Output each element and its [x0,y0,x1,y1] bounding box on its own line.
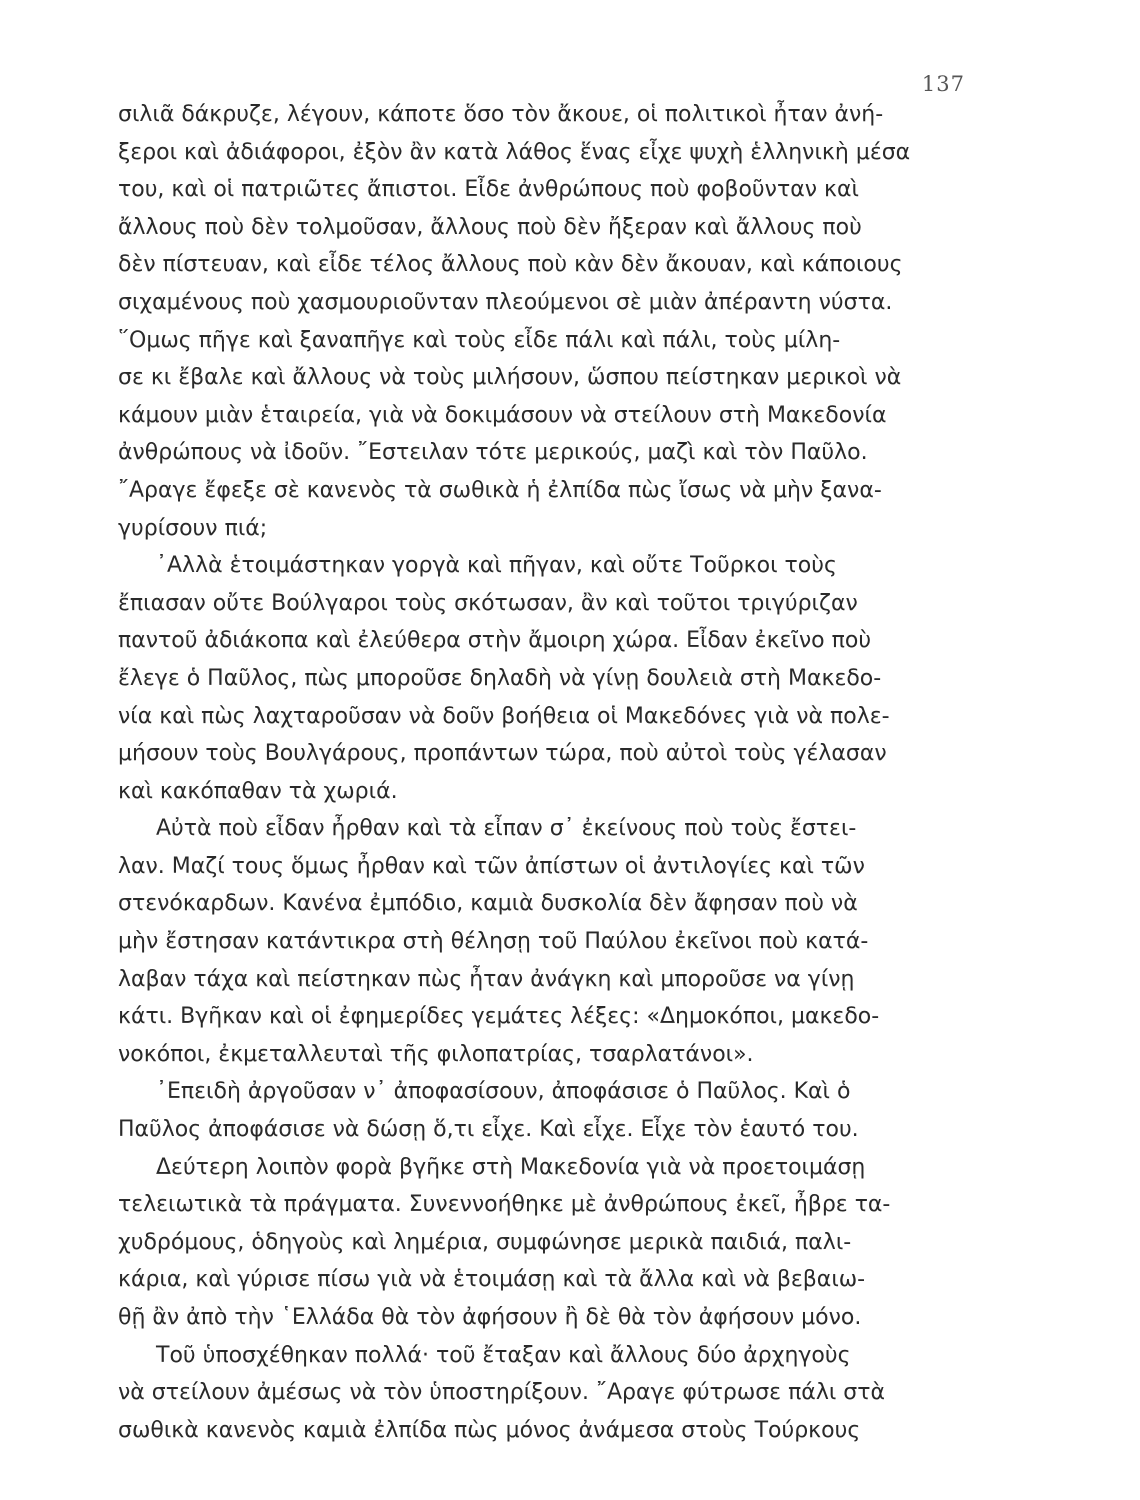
paragraph-3 [118,810,960,1073]
paragraph-6 [118,1337,960,1450]
text-line: δὲν πίστευαν, καὶ εἶδε τέλος ἄλλους ποὺ κὰν δὲν ἄκουαν, καὶ κάποιους [118,252,903,278]
text-line: νὰ στείλουν ἀμέσως νὰ τὸν ὑποστηρίξουν. ῎Αραγε φύτρωσε πάλι στὰ [118,1380,885,1406]
text-line: σιχαμένους ποὺ χασμουριοῦνταν πλεούμενοι σὲ μιὰν ἀπέραντη νύστα. [118,289,893,315]
text-line: νοκόποι, ἐκμεταλλευταὶ τῆς φιλοπατρίας, τσαρλατάνοι». [118,1041,754,1067]
text-line: Αὐτὰ ποὺ εἶδαν ἦρθαν καὶ τὰ εἶπαν σ᾽ ἐκείνους ποὺ τοὺς ἔστει- [156,816,857,842]
text-line: Δεύτερη λοιπὸν φορὰ βγῆκε στὴ Μακεδονία γιὰ νὰ προετοιμάσῃ [156,1154,866,1180]
text-line: του, καὶ οἱ πατριῶτες ἄπιστοι. Εἶδε ἀνθρώπους ποὺ φοβοῦνταν καὶ [118,177,859,203]
text-line: σε κι ἔβαλε καὶ ἄλλους νὰ τοὺς μιλήσουν, ὥσπου πείστηκαν μερικοὶ νὰ [118,365,902,391]
paragraph-2 [118,547,960,810]
text-line: λαβαν τάχα καὶ πείστηκαν πὼς ἦταν ἀνάγκη καὶ μποροῦσε να γίνῃ [118,966,855,992]
paragraph-1 [118,96,960,547]
text-line: θῇ ἂν ἀπὸ τὴν ῾Ελλάδα θὰ τὸν ἀφήσουν ἢ δὲ θὰ τὸν ἀφήσουν μόνο. [118,1305,862,1330]
text-line: γυρίσουν πιά; [118,515,268,541]
text-line: μήσουν τοὺς Βουλγάρους, προπάντων τώρα, ποὺ αὐτοὶ τοὺς γέλασαν [118,741,887,767]
text-line: λαν. Μαζί τους ὅμως ἦρθαν καὶ τῶν ἀπίστων οἱ ἀντιλογίες καὶ τῶν [118,853,865,879]
text-line: ᾽Αλλὰ ἑτοιμάστηκαν γοργὰ καὶ πῆγαν, καὶ οὔτε Τοῦρκοι τοὺς [156,553,837,579]
text-line: ᾽Επειδὴ ἀργοῦσαν ν᾽ ἀποφασίσουν, ἀποφάσισε ὁ Παῦλος. Καὶ ὁ [156,1079,851,1105]
text-line: ἄλλους ποὺ δὲν τολμοῦσαν, ἄλλους ποὺ δὲν ἤξεραν καὶ ἄλλους ποὺ [118,214,862,240]
text-line: σωθικὰ κανενὸς καμιὰ ἐλπίδα πὼς μόνος ἀνάμεσα στοὺς Τούρκους [118,1417,861,1443]
text-line: ξεροι καὶ ἀδιάφοροι, ἐξὸν ἂν κατὰ λάθος ἕνας εἶχε ψυχὴ ἑλληνικὴ μέσα [118,139,911,165]
paragraph-4 [118,1073,960,1148]
text-line: ἀνθρώπους νὰ ἰδοῦν. ῎Εστειλαν τότε μερικούς, μαζὶ καὶ τὸν Παῦλο. [118,440,868,466]
text-line: κάτι. Βγῆκαν καὶ οἱ ἐφημερίδες γεμάτες λέξες: «Δημοκόποι, μακεδο- [118,1004,880,1030]
text-line: καὶ κακόπαθαν τὰ χωριά. [118,778,398,804]
text-line: κάμουν μιὰν ἑταιρεία, γιὰ νὰ δοκιμάσουν νὰ στείλουν στὴ Μακεδονία [118,402,887,428]
text-line: χυδρόμους, ὁδηγοὺς καὶ λημέρια, συμφώνησε μερικὰ παιδιά, παλι- [118,1229,852,1255]
text-line: ἔλεγε ὁ Παῦλος, πὼς μποροῦσε δηλαδὴ νὰ γίνῃ δουλειὰ στὴ Μακεδο- [118,665,882,691]
text-line: Παῦλος ἀποφάσισε νὰ δώσῃ ὅ,τι εἶχε. Καὶ εἶχε. Εἶχε τὸν ἑαυτό του. [118,1117,859,1143]
text-line: νία καὶ πὼς λαχταροῦσαν νὰ δοῦν βοήθεια οἱ Μακεδόνες γιὰ νὰ πολε- [118,703,890,729]
text-line: σιλιᾶ δάκρυζε, λέγουν, κάποτε ὅσο τὸν ἄκουε, οἱ πολιτικοὶ ἦταν ἀνή- [118,102,884,127]
paragraph-5 [118,1149,960,1337]
text-line: στενόκαρδων. Κανένα ἐμπόδιο, καμιὰ δυσκολία δὲν ἄφησαν ποὺ νὰ [118,891,858,917]
text-line: κάρια, καὶ γύρισε πίσω γιὰ νὰ ἑτοιμάσῃ καὶ τὰ ἄλλα καὶ νὰ βεβαιω- [118,1267,866,1293]
text-line: μὴν ἔστησαν κατάντικρα στὴ θέλησῃ τοῦ Παύλου ἐκεῖνοι ποὺ κατά- [118,929,869,955]
text-line: ῎Αραγε ἔφεξε σὲ κανενὸς τὰ σωθικὰ ἡ ἐλπίδα πὼς ἴσως νὰ μὴν ξανα- [118,477,882,503]
body-text [118,96,960,1449]
text-line: ῞Ομως πῆγε καὶ ξαναπῆγε καὶ τοὺς εἶδε πάλι καὶ πάλι, τοὺς μίλη- [118,327,841,353]
text-line: παντοῦ ἀδιάκοπα καὶ ἐλεύθερα στὴν ἄμοιρη χώρα. Εἶδαν ἐκεῖνο ποὺ [118,628,872,654]
page-number: 137 [921,72,965,96]
text-line: ἔπιασαν οὔτε Βούλγαροι τοὺς σκότωσαν, ἂν καὶ τοῦτοι τριγύριζαν [118,590,858,616]
text-line: Τοῦ ὑποσχέθηκαν πολλά· τοῦ ἔταξαν καὶ ἄλλους δύο ἀρχηγοὺς [156,1342,851,1368]
text-line: τελειωτικὰ τὰ πράγματα. Συνεννοήθηκε μὲ ἀνθρώπους ἐκεῖ, ἦβρε τα- [118,1192,891,1218]
